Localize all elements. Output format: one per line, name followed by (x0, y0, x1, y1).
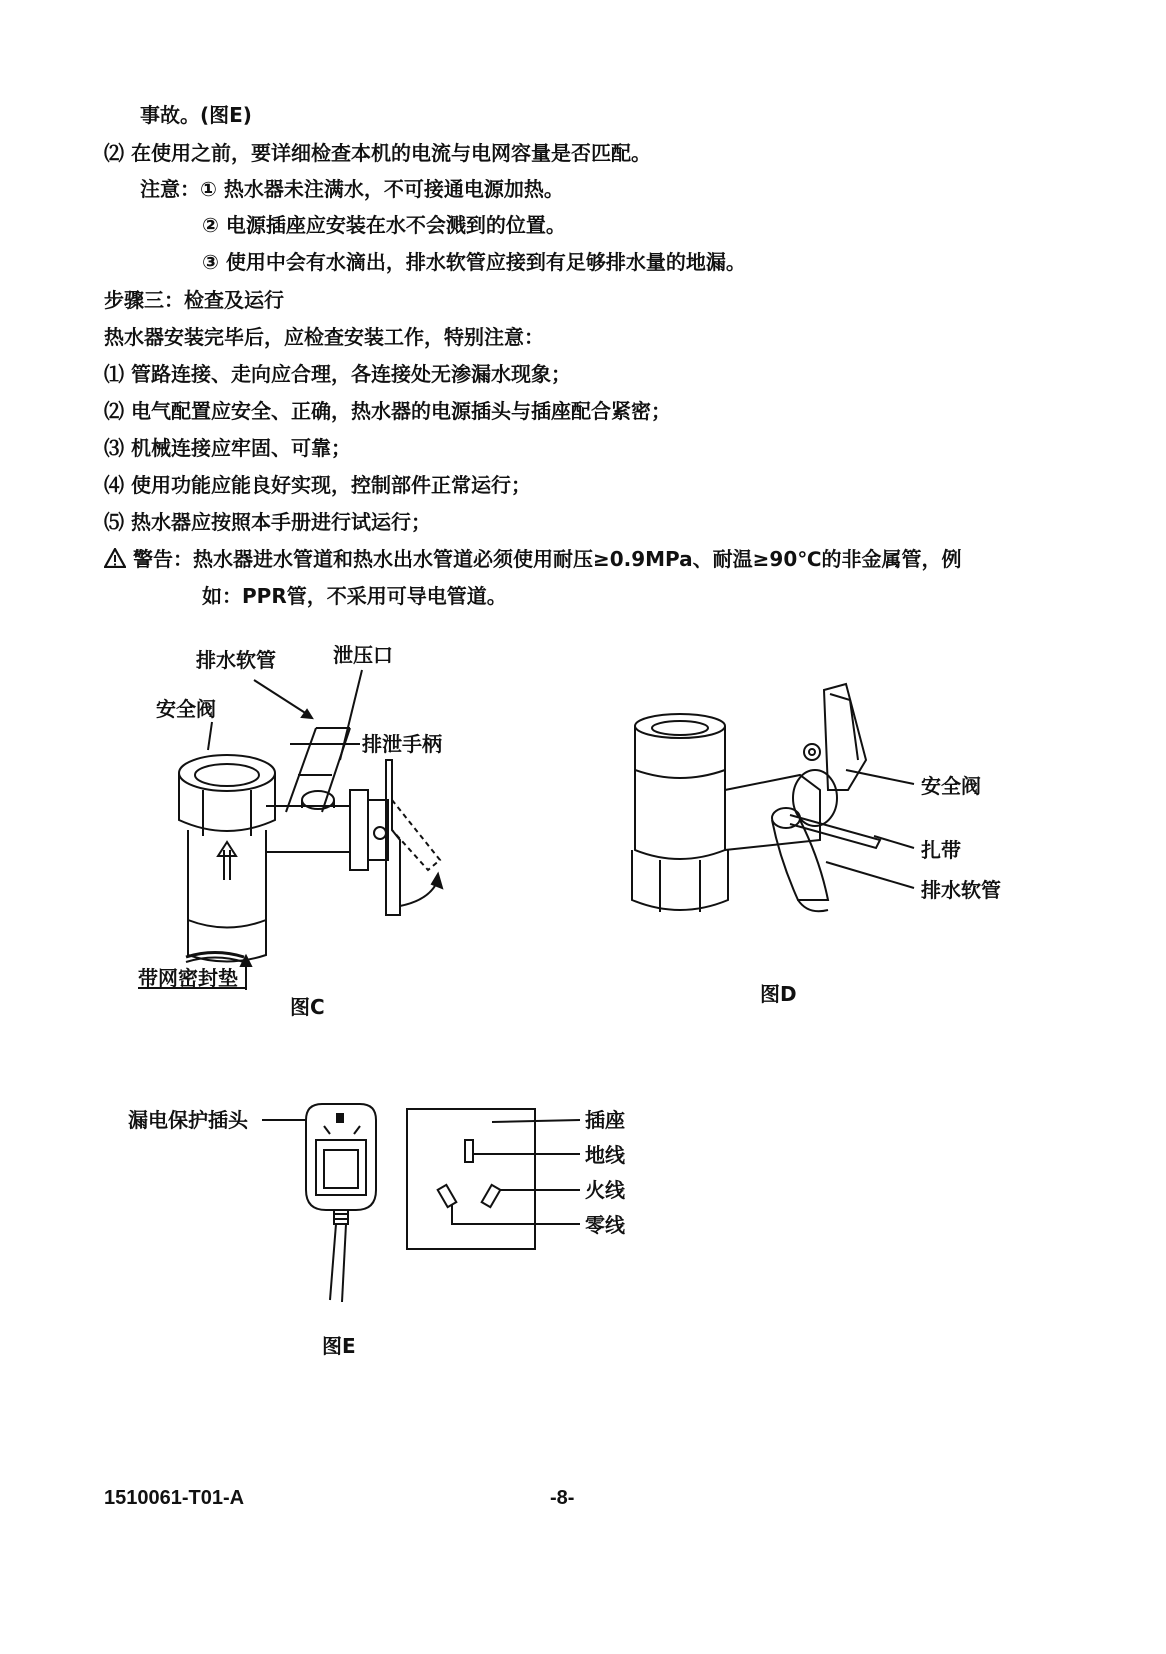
fig-e-label-live: 火线 (585, 1178, 625, 1202)
warning-line-2: 如：PPR管，不采用可导电管道。 (202, 584, 507, 608)
fig-c-label-drain-hose: 排水软管 (196, 648, 276, 672)
fig-e-label-plug: 漏电保护插头 (128, 1108, 248, 1132)
check-item-2: ⑵ 电气配置应安全、正确，热水器的电源插头与插座配合紧密； (104, 399, 671, 423)
check-item-1: ⑴ 管路连接、走向应合理，各连接处无渗漏水现象； (104, 362, 571, 386)
fig-c-caption: 图C (290, 995, 325, 1019)
fig-e-label-socket: 插座 (585, 1108, 625, 1132)
check-item-5: ⑸ 热水器应按照本手册进行试运行； (104, 510, 431, 534)
fig-d-label-cable-tie: 扎带 (921, 838, 961, 862)
warning-text-1: 警告：热水器进水管道和热水出水管道必须使用耐压≥0.9MPa、耐温≥90℃的非金属管，例 (132, 547, 962, 571)
warning-line-1 (104, 546, 961, 572)
check-item-4: ⑷ 使用功能应能良好实现，控制部件正常运行； (104, 473, 531, 497)
footer-page-number: -8- (550, 1487, 575, 1509)
step-three-heading: 步骤三：检查及运行 (104, 288, 284, 312)
check-intro: 热水器安装完毕后，应检查安装工作，特别注意： (104, 325, 544, 349)
check-item-3: ⑶ 机械连接应牢固、可靠； (104, 436, 351, 460)
fig-c-label-mesh-gasket: 带网密封垫 (138, 966, 238, 990)
warning-icon (104, 548, 126, 568)
fig-c-label-drain-handle: 排泄手柄 (362, 732, 442, 756)
fig-c-label-safety-valve: 安全阀 (156, 697, 216, 721)
footer-doc-code: 1510061-T01-A (104, 1487, 245, 1509)
fig-c-label-relief-port: 泄压口 (333, 643, 393, 667)
fig-e-caption: 图E (322, 1334, 356, 1358)
note-1: 注意：① 热水器未注满水，不可接通电源加热。 (140, 177, 564, 201)
text-line-continuation: 事故。(图E) (140, 103, 252, 127)
note-2: ② 电源插座应安装在水不会溅到的位置。 (202, 213, 566, 237)
fig-e-label-ground: 地线 (585, 1143, 625, 1167)
fig-e-label-neutral: 零线 (585, 1213, 625, 1237)
fig-d-caption: 图D (760, 982, 797, 1006)
note-3: ③ 使用中会有水滴出，排水软管应接到有足够排水量的地漏。 (202, 250, 746, 274)
fig-d-label-safety-valve: 安全阀 (921, 774, 981, 798)
fig-d-label-drain-hose: 排水软管 (921, 878, 1001, 902)
text-line-item-2: ⑵ 在使用之前，要详细检查本机的电流与电网容量是否匹配。 (104, 141, 651, 165)
